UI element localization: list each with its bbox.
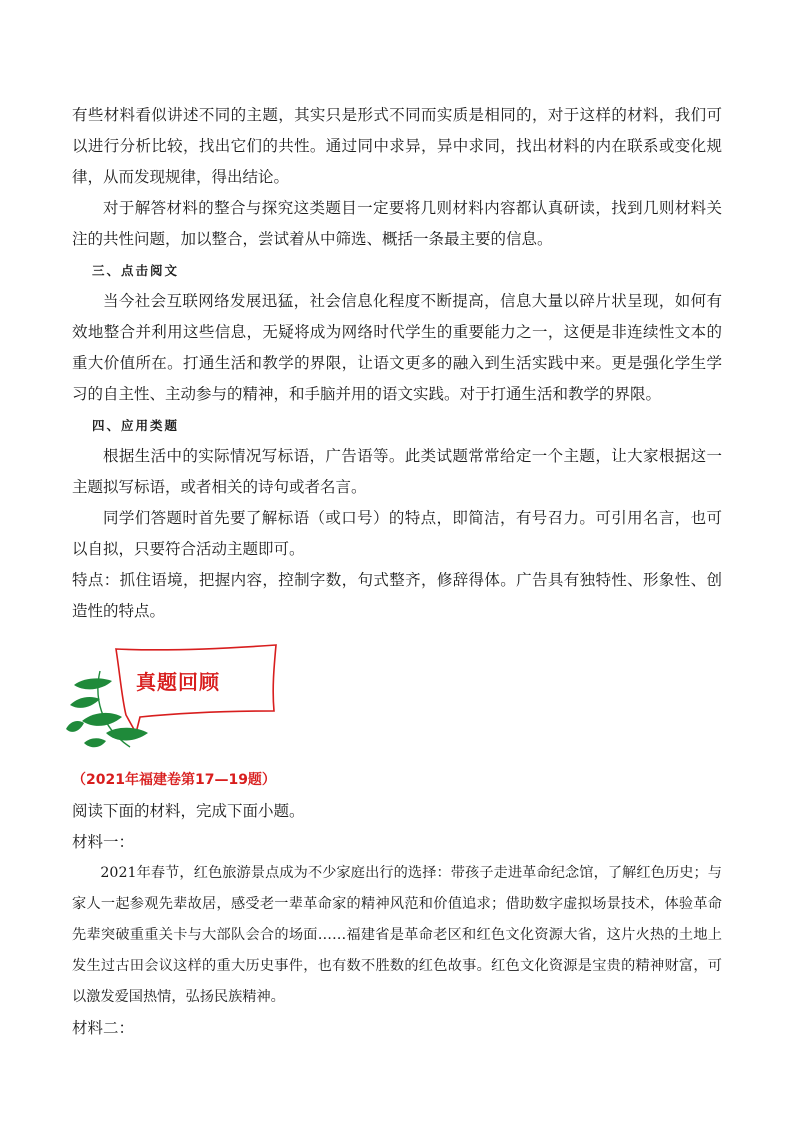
paragraph-1: 有些材料看似讲述不同的主题，其实只是形式不同而实质是相同的，对于这样的材料，我们可以进行分析比较，找出它们的共性。通过同中求异，异中求同，找出材料的内在联系或变化规律，从而发现规律，得出结论。 — [72, 106, 722, 186]
material-1-label: 材料一： — [72, 833, 135, 851]
paragraph-2: 对于解答材料的整合与探究这类题目一定要将几则材料内容都认真研读，找到几则材料关注的共性问题，加以整合，尝试着从中筛选、概括一条最主要的信息。 — [72, 199, 722, 248]
review-banner — [60, 637, 300, 763]
material-2-label: 材料二： — [72, 1019, 135, 1037]
material-1-text: 2021年春节，红色旅游景点成为不少家庭出行的选择：带孩子走进革命纪念馆，了解红色历史；与家人一起参观先辈故居，感受老一辈革命家的精神风范和价值追求；借助数字虚拟场景技术，体验革命先辈突破重重关卡与大部队会合的场面……福建省是革命老区和红色文化资源大省，这片火热的土地上发生过古田会议这样的重大历史事件，也有数不胜数的红色故事。红色文化资源是宝贵的精神财富，可以激发爱国热情，弘扬民族精神。 — [72, 865, 722, 1005]
paragraph-3: 当今社会互联网络发展迅猛，社会信息化程度不断提高，信息大量以碎片状呈现，如何有效地整合并利用这些信息，无疑将成为网络时代学生的重要能力之一，这便是非连续性文本的重大价值所在。打通生活和教学的界限，让语文更多的融入到生活实践中来。更是强化学生学习的自主性、主动参与的精神，和手脑并用的语文实践。对于打通生活和教学的界限。 — [72, 292, 722, 403]
paragraph-6: 特点：抓住语境，把握内容，控制字数，句式整齐，修辞得体。广告具有独特性、形象性、创造性的特点。 — [72, 571, 722, 620]
document-body — [72, 100, 722, 1044]
exam-instruction: 阅读下面的材料，完成下面小题。 — [72, 802, 305, 820]
paragraph-5: 同学们答题时首先要了解标语（或口号）的特点，即简洁，有号召力。可引用名言，也可以自拟，只要符合活动主题即可。 — [72, 509, 722, 558]
exam-source: （2021年福建卷第17—19题） — [72, 772, 276, 788]
leaf-banner-icon — [60, 637, 300, 763]
paragraph-4: 根据生活中的实际情况写标语，广告语等。此类试题常常给定一个主题，让大家根据这一主题拟写标语，或者相关的诗句或者名言。 — [72, 447, 722, 496]
section-heading-4: 四、应用类题 — [92, 418, 180, 433]
banner-title: 真题回顾 — [136, 670, 220, 694]
section-heading-3: 三、点击阅文 — [92, 263, 180, 278]
